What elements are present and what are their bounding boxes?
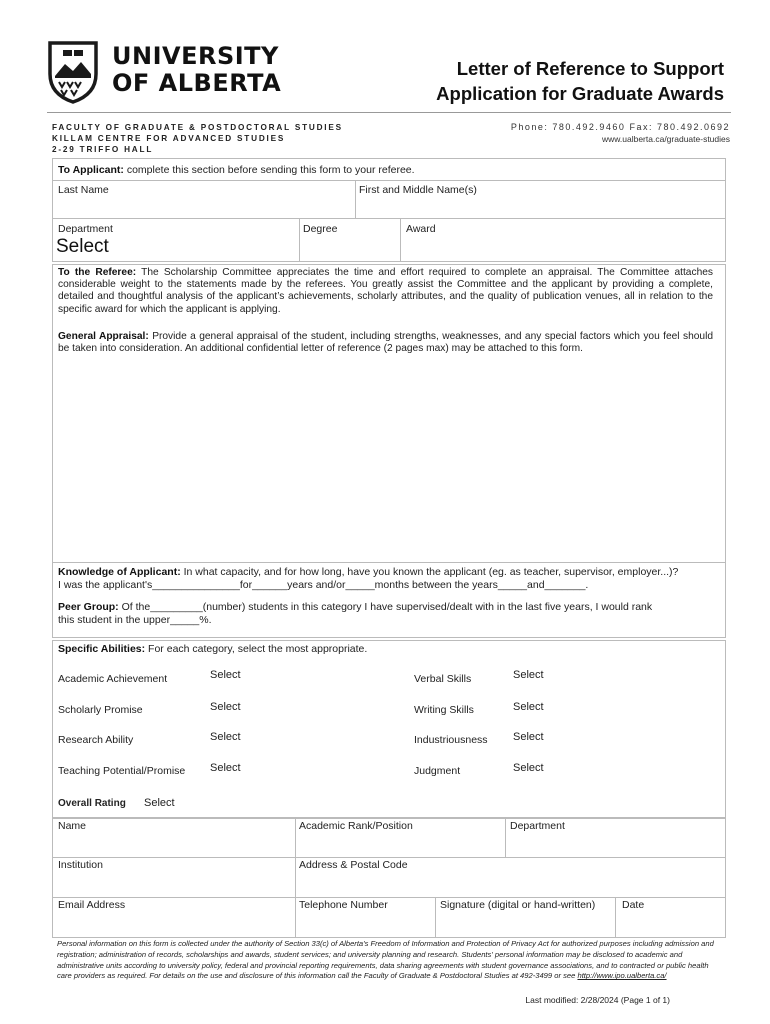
ability-select-teaching-potential[interactable]: Select — [210, 762, 241, 774]
knowledge-of-applicant — [58, 566, 678, 579]
general-appraisal-text: Provide a general appraisal of the student, including strengths, weaknesses, and any special factors which you feel should be taken into consideration. An additional confidential letter of reference (2 pages max) may be attached to this form. — [58, 331, 713, 355]
ability-label-scholarly-promise: Scholarly Promise — [58, 704, 143, 716]
ability-label-teaching-potential: Teaching Potential/Promise — [58, 765, 186, 777]
applicant-row-divider-2 — [52, 218, 726, 219]
degree-column-divider — [400, 218, 401, 262]
header-divider — [47, 112, 731, 113]
faculty-line2: KILLAM CENTRE FOR ADVANCED STUDIES — [52, 134, 286, 143]
university-shield-logo-icon — [47, 40, 99, 104]
referee-info-section — [52, 818, 726, 938]
email-field[interactable]: Email Address — [58, 899, 126, 911]
ability-select-academic-achievement[interactable]: Select — [210, 669, 241, 681]
specific-abilities-section — [52, 640, 726, 818]
referee-department-field[interactable]: Department — [510, 820, 565, 832]
address-postal-field[interactable]: Address & Postal Code — [299, 859, 408, 871]
rank-department-divider — [505, 818, 506, 857]
phone-fax: Phone: 780.492.9460 Fax: 780.492.0692 — [510, 122, 730, 132]
award-field[interactable]: Award — [406, 223, 436, 235]
contact-info — [511, 121, 730, 145]
last-name-field[interactable]: Last Name — [58, 184, 109, 196]
institution-field[interactable]: Institution — [58, 859, 103, 871]
signature-date-divider — [615, 897, 616, 938]
department-select[interactable]: Select — [56, 236, 109, 257]
applicant-intro — [58, 164, 415, 177]
peer-group-fill-line[interactable]: this student in the upper_____%. — [58, 614, 212, 626]
date-field[interactable]: Date — [622, 899, 645, 911]
knowledge-text: In what capacity, and for how long, have you known the applicant (eg. as teacher, supervisor, employer...)? — [180, 566, 679, 578]
faculty-line1: FACULTY OF GRADUATE & POSTDOCTORAL STUDIES — [52, 123, 343, 132]
privacy-notice — [57, 939, 717, 982]
ability-select-judgment[interactable]: Select — [513, 762, 544, 774]
university-name-line2: OF ALBERTA — [112, 69, 282, 97]
knowledge-fill-line[interactable]: I was the applicant's_______________for______years and/or_____months between the years_____and_______. — [58, 579, 589, 591]
referee-intro-text: The Scholarship Committee appreciates the time and effort required to complete an appraisal. The Committee attaches considerable weight to the statements made by the referees. You greatly assist the Committee and the applicant by providing a complete, detailed and thoughtful analysis of the applicant’s achievements, scholarly attributes, and the quality of publication venues, all in relation to the specific award for which the applicant is applying. — [58, 267, 713, 315]
peer-group-text: Of the_________(number) students in this category I have supervised/dealt with in the last five years, I would rank — [118, 601, 653, 613]
referee-intro-bold: To the Referee: — [58, 267, 137, 278]
ability-label-industriousness: Industriousness — [414, 734, 488, 746]
website: www.ualberta.ca/graduate-studies — [601, 134, 730, 144]
ability-label-academic-achievement: Academic Achievement — [58, 673, 168, 685]
university-name-line1: UNIVERSITY — [112, 42, 279, 70]
specific-abilities-bold: Specific Abilities: — [58, 643, 146, 655]
referee-info-row-divider-2 — [52, 897, 726, 898]
applicant-row-divider — [52, 180, 726, 181]
specific-abilities-text: For each category, select the most appropriate. — [145, 643, 368, 655]
applicant-intro-text: complete this section before sending this form to your referee. — [123, 164, 415, 176]
faculty-line3: 2-29 TRIFFO HALL — [52, 145, 154, 154]
specific-abilities-intro — [58, 643, 367, 656]
ability-label-judgment: Judgment — [414, 765, 461, 777]
referee-info-row-divider-1 — [52, 857, 726, 858]
form-title-line1: Letter of Reference to Support — [456, 58, 724, 79]
appraisal-divider — [52, 562, 726, 563]
referee-intro — [58, 267, 713, 316]
last-modified: Last modified: 2/28/2024 (Page 1 of 1) — [525, 995, 670, 1005]
peer-group-bold: Peer Group: — [58, 601, 119, 613]
privacy-link[interactable]: http://www.ipo.ualberta.ca/ — [577, 971, 667, 981]
ability-select-research-ability[interactable]: Select — [210, 731, 241, 743]
form-title-line2: Application for Graduate Awards — [436, 83, 724, 104]
peer-group — [58, 601, 652, 614]
ability-select-industriousness[interactable]: Select — [513, 731, 544, 743]
telephone-field[interactable]: Telephone Number — [299, 899, 388, 911]
ability-select-writing-skills[interactable]: Select — [513, 701, 544, 713]
first-name-field[interactable]: First and Middle Name(s) — [359, 184, 477, 196]
referee-name-field[interactable]: Name — [58, 820, 87, 832]
applicant-intro-bold: To Applicant: — [58, 164, 124, 176]
knowledge-bold: Knowledge of Applicant: — [58, 566, 181, 578]
ability-label-verbal-skills: Verbal Skills — [414, 673, 472, 685]
general-appraisal-bold: General Appraisal: — [58, 331, 149, 342]
general-appraisal-textarea[interactable] — [56, 360, 722, 558]
degree-field[interactable]: Degree — [303, 223, 338, 235]
privacy-notice-text: Personal information on this form is collected under the authority of Section 33(c) of Alberta's Freedom of Information and Protection of Privacy Act for authorized purposes including admission and registration; administration of records, scholarships and awards, student services; and university planning and research. Students' personal information may be disclosed to academic and administrative units according to university policy, federal and provincial reporting requirements, data sharing agreements with student governance associations, and to contracted or public health care providers as required. For details on the use and disclosure of this information call the Faculty of Graduate & Postdoctoral Studies at 492-3499 or see — [57, 939, 714, 981]
overall-rating-label: Overall Rating — [58, 798, 126, 809]
university-name — [112, 43, 281, 97]
telephone-signature-divider — [435, 897, 436, 938]
general-appraisal-instructions — [58, 331, 713, 355]
name-column-divider — [355, 180, 356, 218]
ability-label-writing-skills: Writing Skills — [414, 704, 474, 716]
overall-rating-select[interactable]: Select — [144, 797, 175, 809]
department-column-divider — [299, 218, 300, 262]
academic-rank-field[interactable]: Academic Rank/Position — [299, 820, 413, 832]
ability-select-verbal-skills[interactable]: Select — [513, 669, 544, 681]
ability-label-research-ability: Research Ability — [58, 734, 134, 746]
department-label: Department — [58, 223, 113, 235]
signature-field[interactable]: Signature (digital or hand-written) — [440, 899, 596, 911]
form-title — [436, 56, 724, 106]
faculty-address — [52, 122, 343, 155]
ability-select-scholarly-promise[interactable]: Select — [210, 701, 241, 713]
referee-info-column-divider — [295, 818, 296, 938]
